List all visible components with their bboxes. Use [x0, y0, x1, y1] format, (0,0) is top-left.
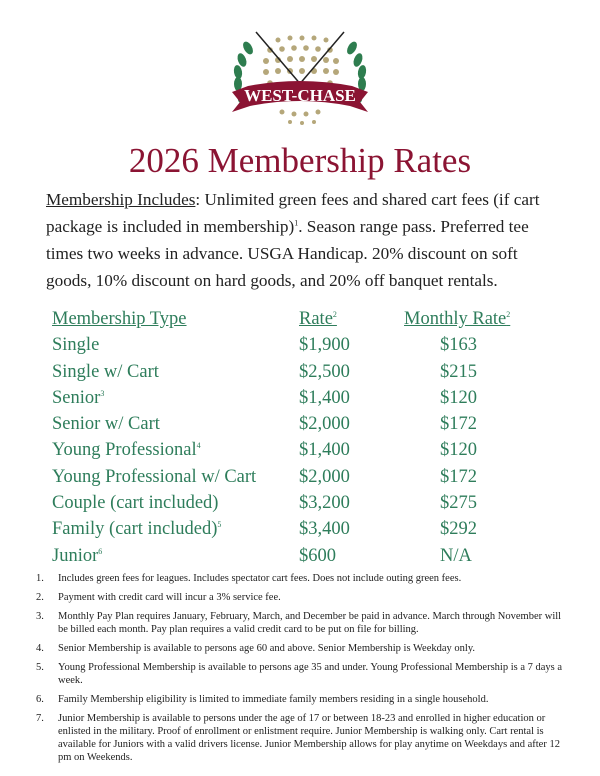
membership-includes-paragraph [46, 186, 566, 294]
intro-text: : Unlimited green fees and shared cart fees (if cart package is included in membership) [46, 190, 540, 236]
footnote: 1. Includes green fees for leagues. Includes spectator cart fees. Does not include outing green fees. [36, 573, 462, 584]
page-title: 2026 Membership Rates [128, 141, 472, 180]
footnotes-list [36, 572, 566, 770]
footnote: 3. Monthly Pay Plan requires January, February, March, and December be paid in advance. March through November will be billed each month. Pay plan requires a valid credit card to be put on file for billing. [36, 611, 562, 635]
header-monthly-rate: Monthly Rate$^2$ [404, 309, 511, 329]
table-row: Single $1,900 $163 [52, 335, 477, 356]
golf-ball-crossed-clubs-icon [218, 26, 382, 134]
table-row: Junior$^6$ $600 N/A [52, 545, 472, 566]
footnote: 7. Junior Membership is available to persons under the age of 17 or between 18-23 and enrolled in higher education or enlisted in the military. Proof of enrollment or enlistment require. Junior Membership is walking only. Cart rental is available for Juniors with a valid drivers license. Junior Membership allows for play anytime on Weekdays and after 12 pm on Weekends. [36, 713, 560, 763]
intro-text-continued: . Season range pass. Preferred tee times two weeks in advance. USGA Handicap. 20% discount on soft goods, 10% discount on hard goods, and 20% off banquet rentals. [46, 217, 529, 290]
west-chase-logo [218, 26, 382, 134]
table-row: Family (cart included)$^5$ $3,400 $292 [52, 519, 477, 540]
footnote: 6. Family Membership eligibility is limited to immediate family members residing in a single household. [36, 694, 489, 705]
table-row: Young Professional$^4$ $1,400 $120 [52, 440, 477, 461]
table-row: Single w/ Cart $2,500 $215 [52, 361, 477, 382]
header-rate: Rate$^2$ [299, 309, 337, 329]
table-row: Young Professional w/ Cart $2,000 $172 [52, 466, 477, 487]
svg-text:WEST-CHASE: WEST-CHASE [244, 86, 356, 105]
footnote-ref: 1 [294, 218, 299, 228]
table-row: Couple (cart included) $3,200 $275 [52, 493, 477, 514]
rates-table [52, 306, 552, 569]
footnote: 4. Senior Membership is available to persons age 60 and above. Senior Membership is Weekday only. [36, 643, 476, 654]
footnote: 2. Payment with credit card will incur a 3% service fee. [36, 592, 281, 603]
table-row: Senior w/ Cart $2,000 $172 [52, 414, 477, 435]
membership-includes-label: Membership Includes [46, 190, 196, 209]
header-membership-type: Membership Type [52, 309, 187, 329]
table-row: Senior$^3$ $1,400 $120 [52, 387, 477, 408]
rates-header-row [52, 306, 552, 332]
footnote: 5. Young Professional Membership is available to persons age 35 and under. Young Professional Membership is a 7 days a week. [36, 662, 563, 686]
